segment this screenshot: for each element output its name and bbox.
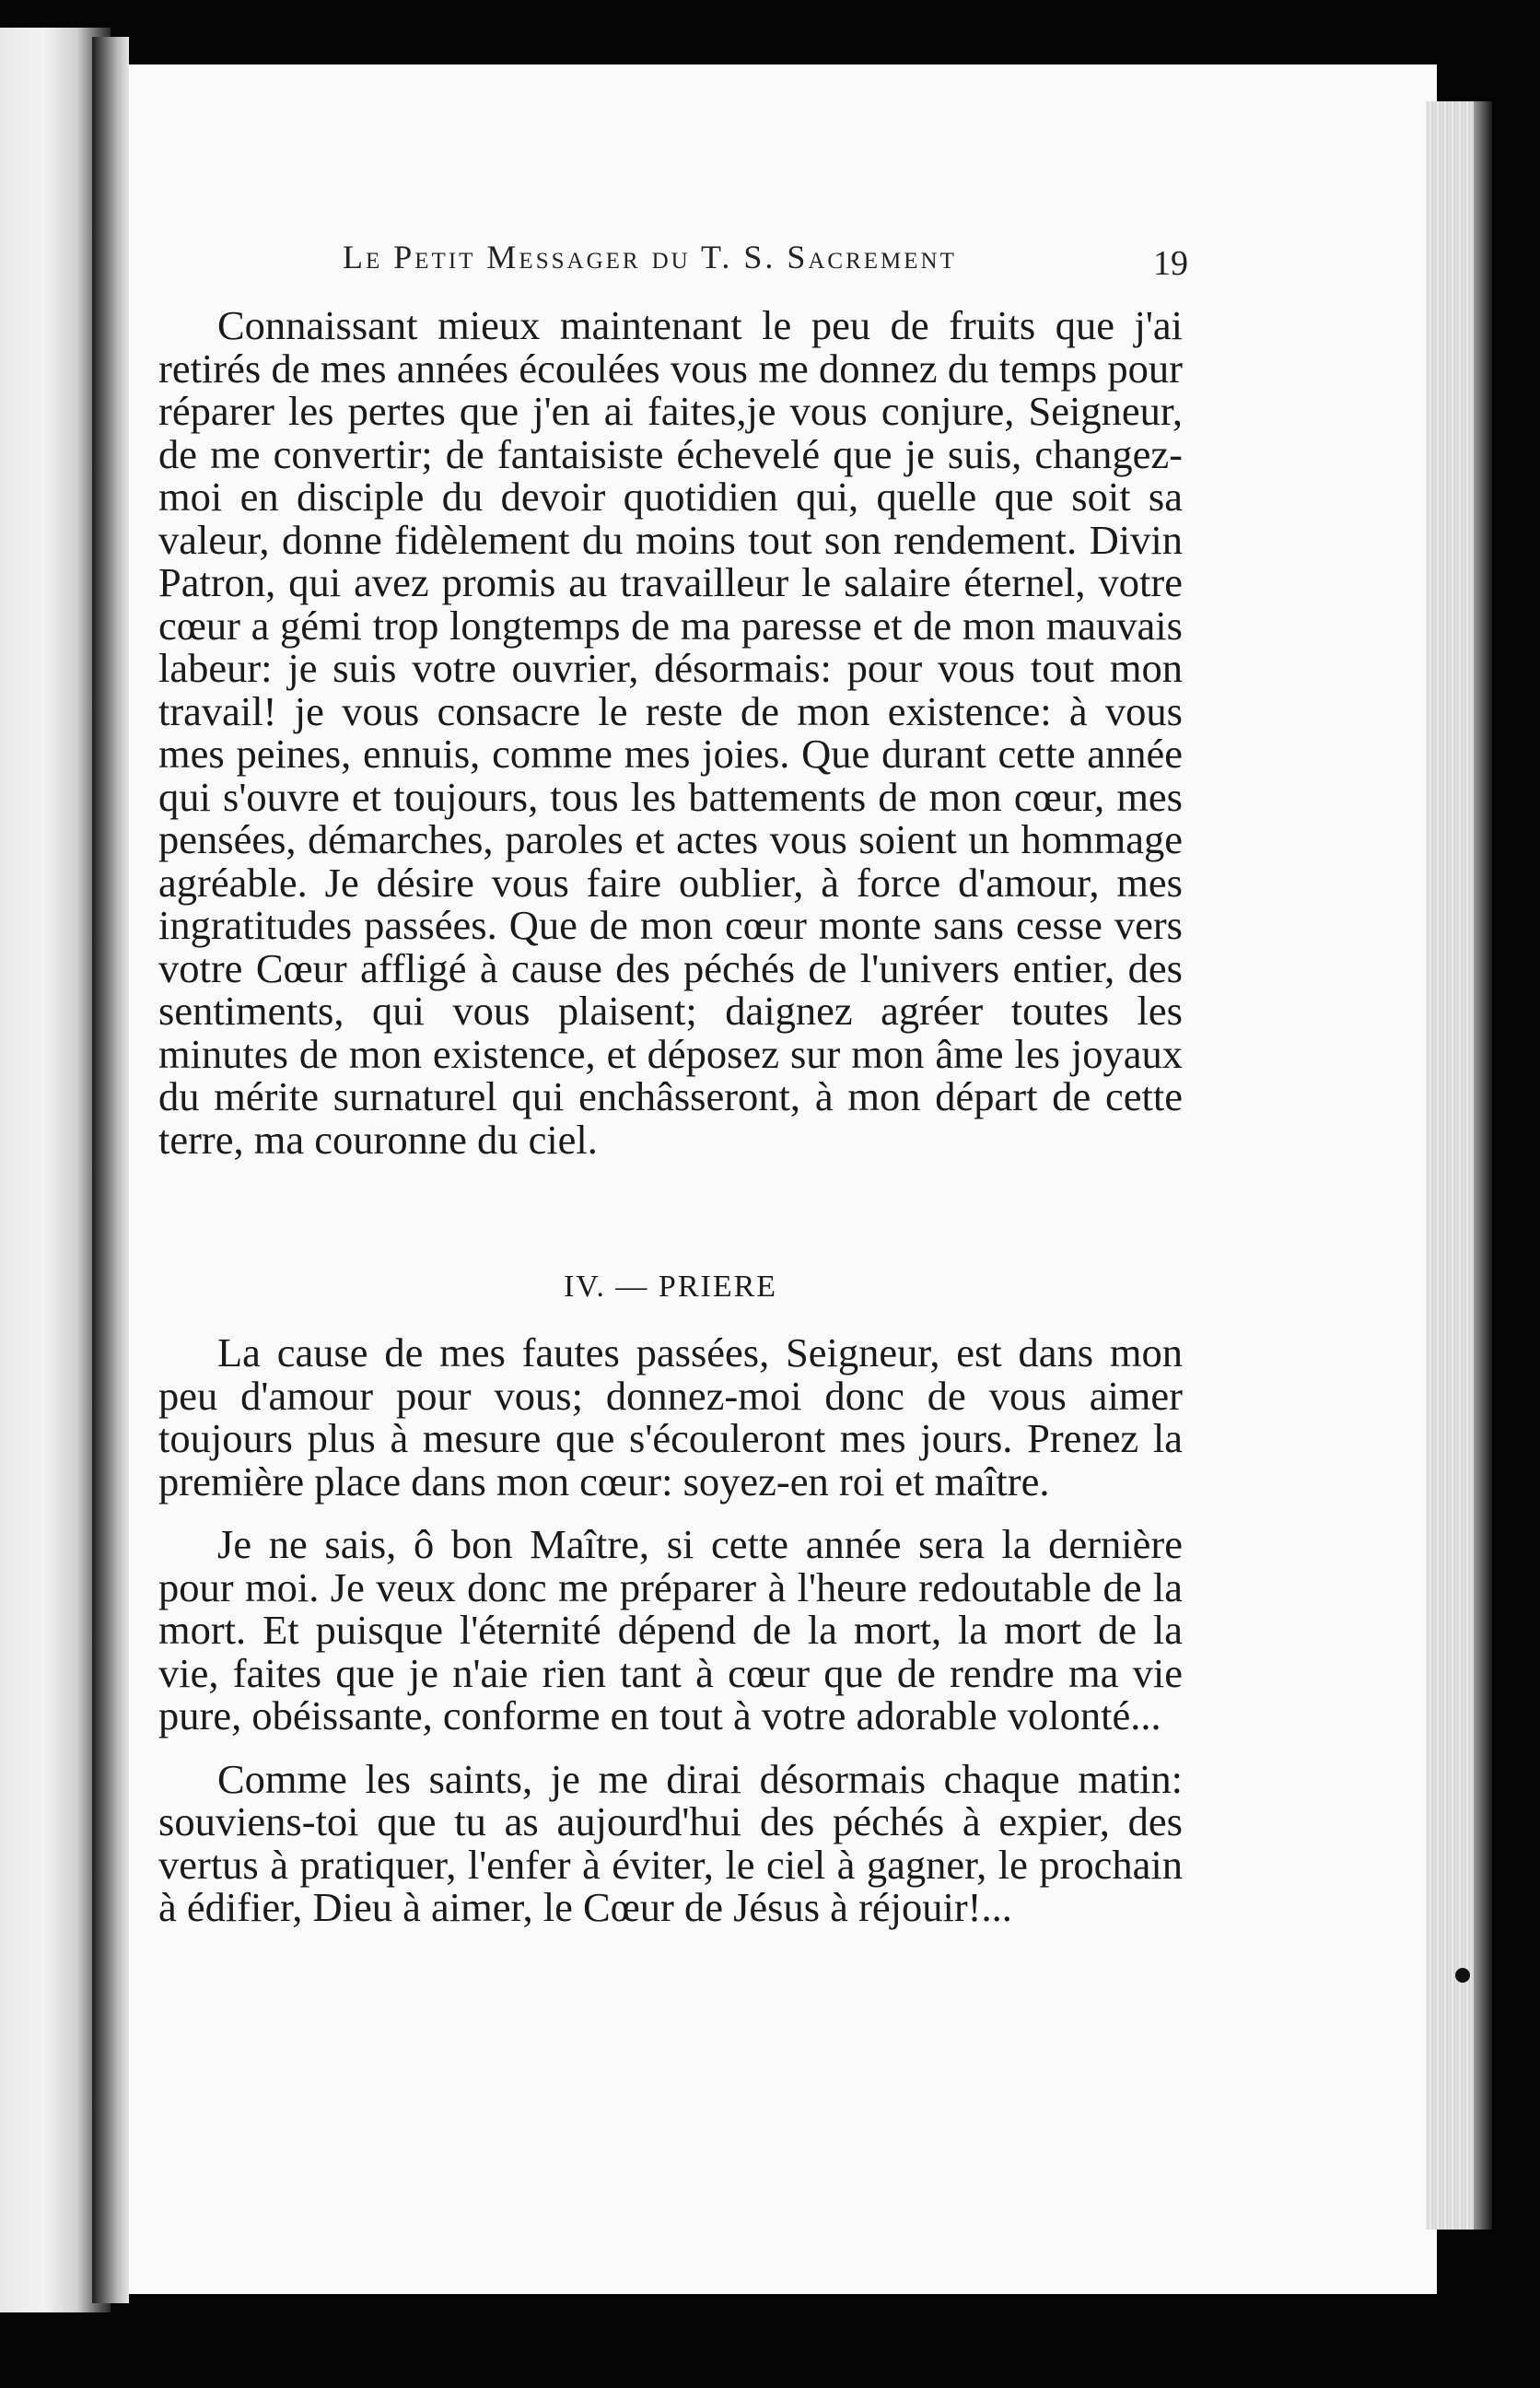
paragraph: Je ne sais, ô bon Maître, si cette année sera la dernière pour moi. Je veux donc me préparer à l'heure redoutable de la mort. Et puisque l'éternité dépend de la mort, la mort de la vie, faites que je n'aie rien tant à cœur que de rendre ma vie pure, obéissante, conforme en tout à votre adorable volonté... <box>158 1521 1183 1738</box>
paragraph: Connaissant mieux maintenant le peu de fruits que j'ai retirés de mes années écoulées vous me donnez du temps pour réparer les pertes que j'en ai faites,je vous conjure, Seigneur, de me convertir; de fantaisiste échevelé que je suis, changez-moi en disciple du devoir quotidien qui, quelle que soit sa valeur, donne fidèlement du moins tout son rendement. Divin Patron, qui avez promis au travailleur le salaire éternel, votre cœur a gémi trop longtemps de ma paresse et de mon mauvais labeur: je suis votre ouvrier, désormais: pour vous tout mon travail! je vous consacre le reste de mon existence: à vous mes peines, ennuis, comme mes joies. Que durant cette année qui s'ouvre et toujours, tous les battements de mon cœur, mes pensées, démarches, paroles et actes vous soient un hommage agréable. Je désire vous faire oublier, à force d'amour, mes ingratitudes passées. Que de mon cœur monte sans cesse vers votre Cœur affligé à cause des péchés de l'univers entier, des sentiments, qui vous plaisent; daignez agréer toutes les minutes de mon existence, et déposez sur mon âme les joyaux du mérite surnaturel qui enchâsseront, à mon départ de cette terre, ma couronne du ciel. <box>158 302 1183 1163</box>
body-text-top <box>158 304 1183 1161</box>
section-heading: IV. — PRIERE <box>563 1270 778 1304</box>
page-stack-shadow <box>1474 101 1492 2230</box>
book-gutter <box>92 37 129 2303</box>
page-number: 19 <box>1153 244 1188 283</box>
paragraph: Comme les saints, je me dirai désormais chaque matin: souviens-toi que tu as aujourd'hui des péchés à expier, des vertus à pratiquer, l'enfer à éviter, le ciel à gagner, le prochain à édifier, Dieu à aimer, le Cœur de Jésus à réjouir!... <box>158 1755 1183 1930</box>
paragraph: La cause de mes fautes passées, Seigneur, est dans mon peu d'amour pour vous; donnez-moi donc de vous aimer toujours plus à mesure que s'écouleront mes jours. Prenez la première place dans mon cœur: soyez-en roi et maître. <box>158 1329 1183 1504</box>
running-header: Le Petit Messager du T. S. Sacrement <box>343 239 957 275</box>
dust-speck <box>1455 1968 1470 1983</box>
page-stack-edges <box>1426 101 1481 2230</box>
body-text-bottom <box>158 1331 1183 1929</box>
